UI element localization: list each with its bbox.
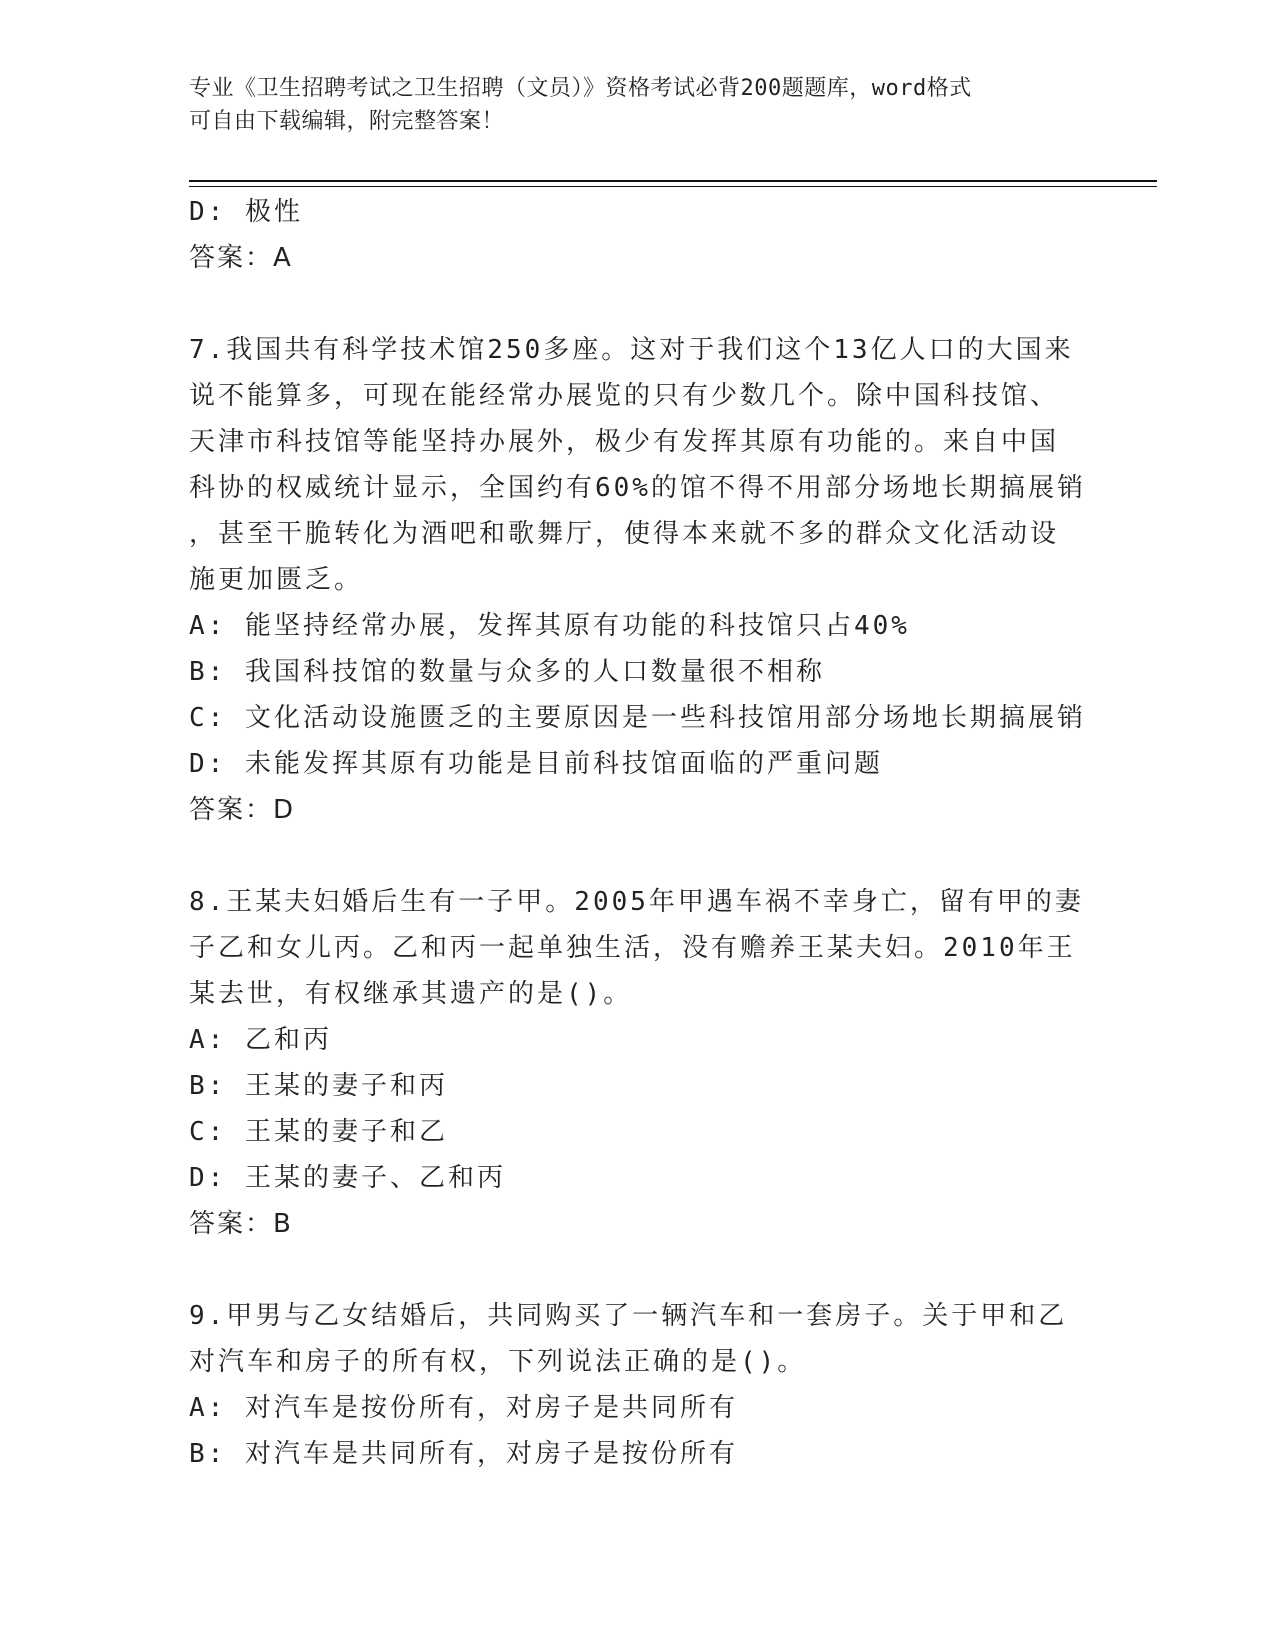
question-text-line: 某去世，有权继承其遗产的是()。 <box>189 979 633 1009</box>
question-9 <box>189 1293 1089 1477</box>
page-header <box>189 72 1089 138</box>
answer-line: 答案：A <box>189 243 293 273</box>
answer-line: 答案：B <box>189 1209 293 1239</box>
option-a: A: 对汽车是按份所有，对房子是共同所有 <box>189 1393 738 1423</box>
question-text-line: 子乙和女儿丙。乙和丙一起单独生活，没有赡养王某夫妇。2010年王 <box>189 933 1076 963</box>
spacer <box>189 833 1089 879</box>
option-c: C: 文化活动设施匮乏的主要原因是一些科技馆用部分场地长期搞展销 <box>189 703 1086 733</box>
option-d: D: 王某的妻子、乙和丙 <box>189 1163 506 1193</box>
header-divider-thin <box>189 186 1157 187</box>
question-text-line: ，甚至干脆转化为酒吧和歌舞厅，使得本来就不多的群众文化活动设 <box>189 519 1060 549</box>
option-c: C: 王某的妻子和乙 <box>189 1117 448 1147</box>
header-title-line-1: 专业《卫生招聘考试之卫生招聘（文员）》资格考试必背200题题库，word格式 <box>189 76 972 101</box>
question-text-line: 施更加匮乏。 <box>189 565 364 595</box>
question-body <box>189 189 1089 1477</box>
option-a: A: 能坚持经常办展，发挥其原有功能的科技馆只占40% <box>189 611 910 641</box>
question-text-line: 7.我国共有科学技术馆250多座。这对于我们这个13亿人口的大国来 <box>189 335 1074 365</box>
option-d: D: 极性 <box>189 197 303 227</box>
option-b: B: 我国科技馆的数量与众多的人口数量很不相称 <box>189 657 825 687</box>
question-text-line: 8.王某夫妇婚后生有一子甲。2005年甲遇车祸不幸身亡，留有甲的妻 <box>189 887 1084 917</box>
option-a: A: 乙和丙 <box>189 1025 332 1055</box>
previous-question-tail <box>189 189 1089 281</box>
question-text-line: 说不能算多，可现在能经常办展览的只有少数几个。除中国科技馆、 <box>189 381 1060 411</box>
question-text-line: 9.甲男与乙女结婚后，共同购买了一辆汽车和一套房子。关于甲和乙 <box>189 1301 1068 1331</box>
option-b: B: 对汽车是共同所有，对房子是按份所有 <box>189 1439 738 1469</box>
spacer <box>189 1247 1089 1293</box>
option-d: D: 未能发挥其原有功能是目前科技馆面临的严重问题 <box>189 749 883 779</box>
answer-line: 答案：D <box>189 795 296 825</box>
question-7 <box>189 327 1089 833</box>
option-b: B: 王某的妻子和丙 <box>189 1071 448 1101</box>
question-text-line: 对汽车和房子的所有权，下列说法正确的是()。 <box>189 1347 807 1377</box>
spacer <box>189 281 1089 327</box>
header-divider-thick <box>189 180 1157 182</box>
question-text-line: 科协的权威统计显示，全国约有60%的馆不得不用部分场地长期搞展销 <box>189 473 1086 503</box>
question-8 <box>189 879 1089 1247</box>
header-title-line-2: 可自由下载编辑，附完整答案！ <box>189 109 505 134</box>
question-text-line: 天津市科技馆等能坚持办展外，极少有发挥其原有功能的。来自中国 <box>189 427 1060 457</box>
